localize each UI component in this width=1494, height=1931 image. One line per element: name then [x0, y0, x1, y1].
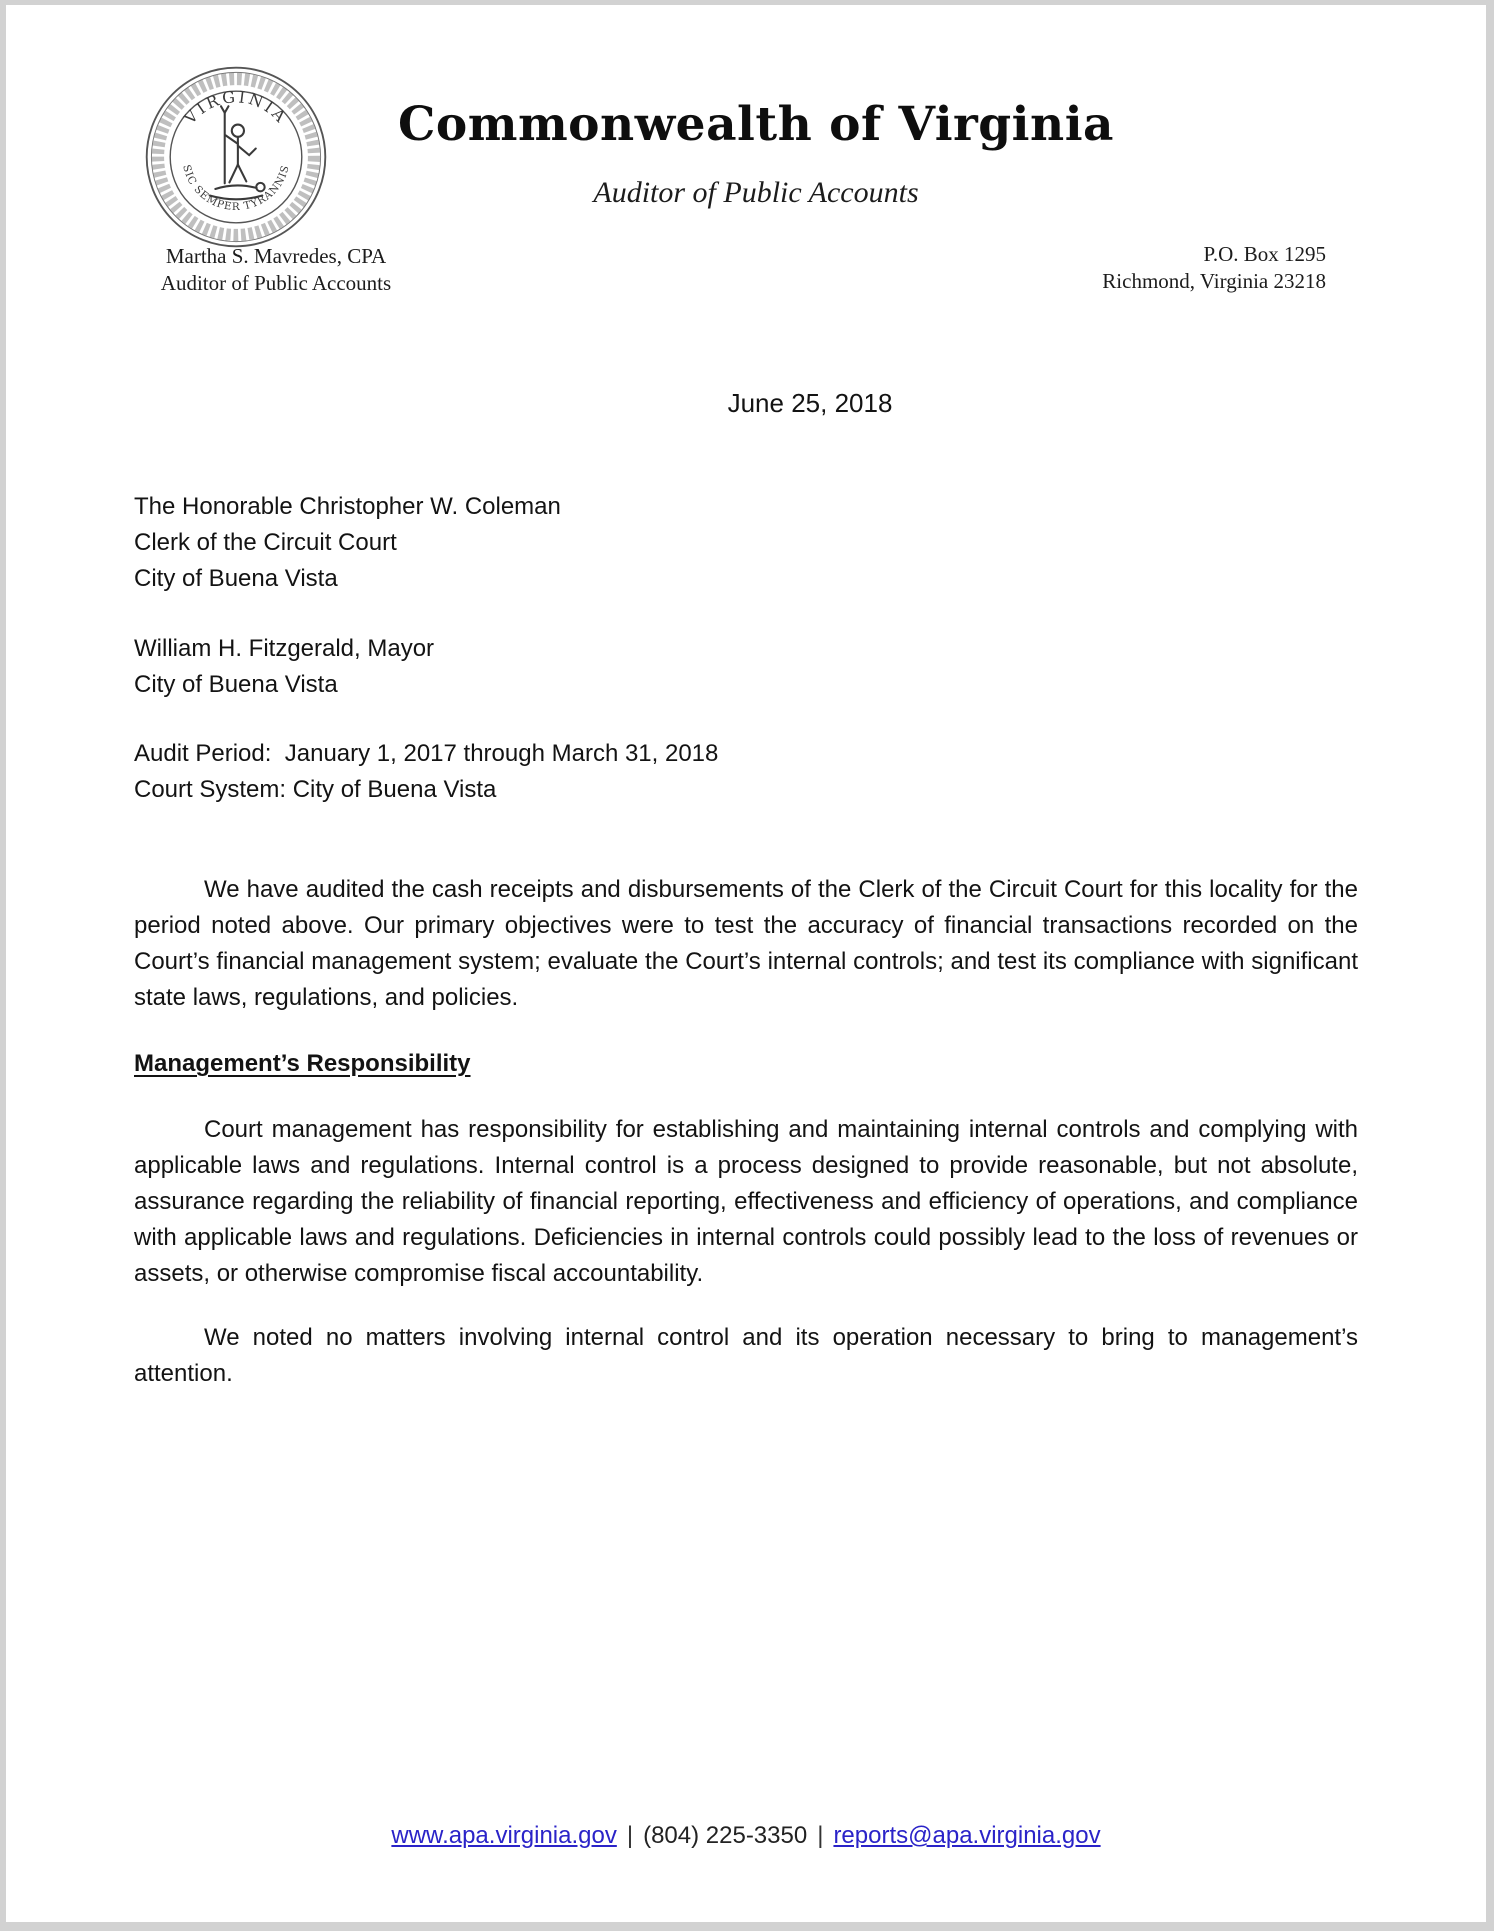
- paragraph-management-responsibility: Court management has responsibility for establishing and maintaining internal controls and complying with applicable laws and regulations. Internal control is a process designed to provide reasonable, but not absolute, assurance regarding the reliability of financial reporting, effectiveness and efficiency of operations, and compliance with applicable laws and regulations. Deficiencies in internal controls could possibly lead to the loss of revenues or assets, or otherwise compromise fiscal accountability.: [134, 1116, 1358, 1287]
- recipient-locality: City of Buena Vista: [134, 565, 338, 592]
- letter-date: June 25, 2018: [727, 388, 893, 418]
- seal-top-text: VIRGINIA: [180, 87, 292, 128]
- virginia-state-seal-icon: [142, 63, 330, 251]
- address-line-1: P.O. Box 1295: [1203, 242, 1326, 266]
- section-heading-managements-responsibility: Management’s Responsibility: [134, 1050, 471, 1077]
- audit-period-line: Audit Period: January 1, 2017 through March 31, 2018: [134, 740, 719, 767]
- phone-number: (804) 225-3350: [643, 1822, 808, 1849]
- office-address-block: [1102, 241, 1326, 295]
- letterhead: [6, 5, 1486, 305]
- official-block: [132, 243, 420, 297]
- footer-separator: |: [626, 1822, 634, 1849]
- page-footer: [6, 1822, 1486, 1850]
- letter-body: [134, 385, 1358, 1392]
- letter-page: [6, 5, 1486, 1922]
- recipient-title: Clerk of the Circuit Court: [134, 529, 397, 556]
- letterhead-center: [396, 97, 1116, 210]
- recipient-locality: City of Buena Vista: [134, 671, 338, 698]
- paragraph-audit-scope: We have audited the cash receipts and disbursements of the Clerk of the Circuit Court for this locality for the period noted above. Our primary objectives were to test the accuracy of financial transactions recorded on the Court’s financial management system; evaluate the Court’s internal controls; and test its compliance with significant state laws, regulations, and policies.: [134, 876, 1358, 1011]
- recipient-block-clerk: [134, 489, 1358, 597]
- org-subtitle: Auditor of Public Accounts: [593, 176, 919, 209]
- website-link[interactable]: www.apa.virginia.gov: [391, 1822, 617, 1849]
- audit-info-block: [134, 736, 1358, 808]
- footer-separator: |: [817, 1822, 824, 1849]
- recipient-name: The Honorable Christopher W. Coleman: [134, 493, 561, 520]
- paragraph-no-matters-noted: We noted no matters involving internal control and its operation necessary to bring to management’s attention.: [134, 1324, 1358, 1387]
- recipient-block-mayor: [134, 631, 1358, 703]
- official-title: Auditor of Public Accounts: [160, 271, 392, 295]
- official-name: Martha S. Mavredes, CPA: [165, 244, 387, 268]
- seal-bottom-text: SIC SEMPER TYRANNIS: [180, 163, 292, 214]
- email-link[interactable]: reports@apa.virginia.gov: [833, 1822, 1101, 1849]
- address-line-2: Richmond, Virginia 23218: [1102, 269, 1326, 293]
- svg-text:SIC SEMPER TYRANNIS: [180, 164, 292, 213]
- court-system-line: Court System: City of Buena Vista: [134, 776, 497, 803]
- seal-virtus-figure: [210, 106, 265, 199]
- org-title: Commonwealth of Virginia: [397, 97, 1115, 152]
- recipient-name: William H. Fitzgerald, Mayor: [134, 635, 435, 662]
